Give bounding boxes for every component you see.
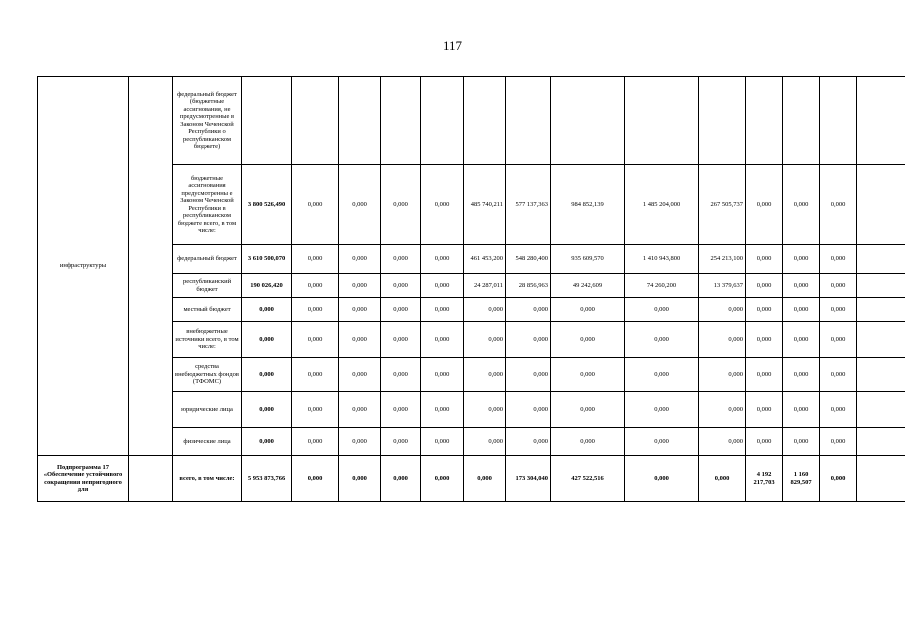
value-cell: 485 740,211 (464, 165, 506, 245)
value-cell: 0,000 (746, 428, 783, 456)
value-cell: 1 485 204,000 (625, 165, 699, 245)
value-cell: 0,000 (625, 392, 699, 428)
funding-source-cell: юридические лица (173, 392, 242, 428)
value-cell: 0,000 (464, 456, 506, 502)
value-cell: 984 852,139 (551, 165, 625, 245)
value-cell: 0,000 (381, 298, 421, 322)
value-cell: 0,000 (783, 245, 820, 274)
budget-table (37, 76, 905, 502)
value-cell: 0,000 (292, 322, 339, 358)
executor-cell (129, 77, 173, 456)
value-cell: 0,000 (820, 358, 857, 392)
value-cell: 461 453,200 (464, 245, 506, 274)
value-cell: 0,000 (625, 456, 699, 502)
value-cell: 0,000 (381, 428, 421, 456)
value-cell: 0,000 (783, 322, 820, 358)
value-cell (857, 165, 905, 245)
funding-source-cell: внебюджетные источники всего, в том числе: (173, 322, 242, 358)
value-cell: 0,000 (625, 298, 699, 322)
value-cell: 0,000 (381, 274, 421, 298)
value-cell: 0,000 (421, 456, 464, 502)
value-cell: 0,000 (292, 428, 339, 456)
subprogram-row (38, 456, 905, 502)
value-cell: 0,000 (699, 322, 746, 358)
value-cell: 0,000 (339, 392, 381, 428)
value-cell (464, 77, 506, 165)
value-cell (381, 77, 421, 165)
value-cell: 0,000 (421, 358, 464, 392)
value-cell: 0,000 (820, 165, 857, 245)
value-cell: 0,000 (783, 392, 820, 428)
value-cell: 0,000 (783, 358, 820, 392)
value-cell: 0,000 (381, 165, 421, 245)
value-cell: 0,000 (464, 428, 506, 456)
value-cell: 0,000 (746, 322, 783, 358)
value-cell: 0,000 (820, 392, 857, 428)
value-cell: 0,000 (820, 298, 857, 322)
value-cell: 267 505,737 (699, 165, 746, 245)
value-cell: 0,000 (292, 456, 339, 502)
value-cell: 0,000 (464, 298, 506, 322)
value-cell: 0,000 (820, 274, 857, 298)
value-cell: 254 213,100 (699, 245, 746, 274)
total-cell: 3 800 526,490 (242, 165, 292, 245)
total-cell: 190 026,420 (242, 274, 292, 298)
value-cell: 0,000 (746, 358, 783, 392)
program-name-cell: инфраструктуры (38, 77, 129, 456)
value-cell: 0,000 (339, 245, 381, 274)
page-number: 117 (442, 38, 463, 53)
value-cell (699, 77, 746, 165)
value-cell: 0,000 (464, 322, 506, 358)
value-cell: 548 280,400 (506, 245, 551, 274)
value-cell: 0,000 (381, 392, 421, 428)
value-cell: 0,000 (339, 322, 381, 358)
value-cell: 0,000 (746, 392, 783, 428)
value-cell: 0,000 (339, 456, 381, 502)
value-cell: 0,000 (506, 358, 551, 392)
value-cell: 0,000 (783, 298, 820, 322)
value-cell (857, 298, 905, 322)
value-cell: 0,000 (292, 358, 339, 392)
value-cell: 28 856,963 (506, 274, 551, 298)
value-cell (421, 77, 464, 165)
value-cell: 0,000 (506, 322, 551, 358)
value-cell (857, 77, 905, 165)
value-cell: 0,000 (746, 298, 783, 322)
value-cell: 0,000 (381, 322, 421, 358)
value-cell: 0,000 (421, 322, 464, 358)
value-cell (820, 77, 857, 165)
value-cell (551, 77, 625, 165)
funding-source-cell: физические лица (173, 428, 242, 456)
value-cell: 0,000 (699, 298, 746, 322)
total-cell (242, 77, 292, 165)
value-cell: 0,000 (746, 165, 783, 245)
value-cell: 0,000 (464, 392, 506, 428)
value-cell: 0,000 (339, 298, 381, 322)
value-cell: 0,000 (292, 298, 339, 322)
value-cell: 0,000 (292, 245, 339, 274)
funding-source-cell: республиканский бюджет (173, 274, 242, 298)
value-cell (783, 77, 820, 165)
value-cell: 0,000 (551, 392, 625, 428)
value-cell: 0,000 (699, 392, 746, 428)
value-cell: 0,000 (339, 358, 381, 392)
value-cell (746, 77, 783, 165)
value-cell: 4 192 217,703 (746, 456, 783, 502)
value-cell: 0,000 (699, 428, 746, 456)
value-cell: 0,000 (625, 428, 699, 456)
value-cell (506, 77, 551, 165)
value-cell: 13 379,637 (699, 274, 746, 298)
value-cell: 0,000 (381, 358, 421, 392)
value-cell: 1 410 943,800 (625, 245, 699, 274)
total-cell: 0,000 (242, 322, 292, 358)
funding-source-cell: всего, в том числе: (173, 456, 242, 502)
total-cell: 0,000 (242, 392, 292, 428)
value-cell: 0,000 (339, 428, 381, 456)
subprogram-name-cell: Подпрограмма 17 «Обеспечение устойчивого сокращения непригодного для (38, 456, 129, 502)
value-cell: 0,000 (421, 298, 464, 322)
value-cell (857, 358, 905, 392)
funding-source-cell: бюджетные ассигнования предусмотренны е Законом Чеченской Республики в республиканском бюджете всего, в том числе: (173, 165, 242, 245)
value-cell: 0,000 (551, 428, 625, 456)
value-cell: 0,000 (820, 456, 857, 502)
value-cell: 577 137,363 (506, 165, 551, 245)
funding-source-cell: средства внебюджетных фондов (ТФОМС) (173, 358, 242, 392)
value-cell: 0,000 (506, 428, 551, 456)
value-cell: 0,000 (820, 245, 857, 274)
value-cell: 0,000 (820, 322, 857, 358)
total-cell: 5 953 873,766 (242, 456, 292, 502)
value-cell (857, 274, 905, 298)
value-cell (857, 392, 905, 428)
value-cell: 0,000 (699, 358, 746, 392)
value-cell: 0,000 (421, 428, 464, 456)
value-cell (857, 428, 905, 456)
table-row (38, 77, 905, 165)
total-cell: 3 610 500,070 (242, 245, 292, 274)
value-cell: 0,000 (421, 392, 464, 428)
value-cell: 0,000 (699, 456, 746, 502)
value-cell: 74 260,200 (625, 274, 699, 298)
value-cell: 0,000 (421, 245, 464, 274)
value-cell: 0,000 (464, 358, 506, 392)
value-cell: 0,000 (625, 358, 699, 392)
funding-source-cell: федеральный бюджет (173, 245, 242, 274)
value-cell: 0,000 (381, 245, 421, 274)
value-cell: 0,000 (421, 274, 464, 298)
value-cell (857, 322, 905, 358)
value-cell: 0,000 (551, 358, 625, 392)
value-cell: 0,000 (746, 274, 783, 298)
total-cell: 0,000 (242, 428, 292, 456)
value-cell: 0,000 (783, 274, 820, 298)
value-cell: 0,000 (783, 165, 820, 245)
total-cell: 0,000 (242, 358, 292, 392)
value-cell: 0,000 (746, 245, 783, 274)
value-cell: 0,000 (339, 165, 381, 245)
value-cell (857, 245, 905, 274)
value-cell: 0,000 (339, 274, 381, 298)
value-cell: 0,000 (506, 392, 551, 428)
value-cell: 1 160 829,507 (783, 456, 820, 502)
value-cell: 0,000 (551, 298, 625, 322)
value-cell: 0,000 (506, 298, 551, 322)
value-cell: 0,000 (551, 322, 625, 358)
value-cell: 935 609,570 (551, 245, 625, 274)
value-cell: 0,000 (381, 456, 421, 502)
value-cell: 0,000 (292, 392, 339, 428)
value-cell: 173 304,040 (506, 456, 551, 502)
executor-cell (129, 456, 173, 502)
total-cell: 0,000 (242, 298, 292, 322)
value-cell: 0,000 (820, 428, 857, 456)
value-cell: 24 287,011 (464, 274, 506, 298)
value-cell: 0,000 (625, 322, 699, 358)
value-cell: 0,000 (292, 274, 339, 298)
funding-source-cell: местный бюджет (173, 298, 242, 322)
value-cell (625, 77, 699, 165)
value-cell: 49 242,609 (551, 274, 625, 298)
value-cell (292, 77, 339, 165)
value-cell: 0,000 (421, 165, 464, 245)
value-cell: 0,000 (783, 428, 820, 456)
value-cell (857, 456, 905, 502)
value-cell: 0,000 (292, 165, 339, 245)
funding-source-cell: федеральный бюджет (бюджетные ассигнования, не предусмотренные в Законом Чеченской Республики о республиканском бюджете) (173, 77, 242, 165)
value-cell (339, 77, 381, 165)
value-cell: 427 522,516 (551, 456, 625, 502)
